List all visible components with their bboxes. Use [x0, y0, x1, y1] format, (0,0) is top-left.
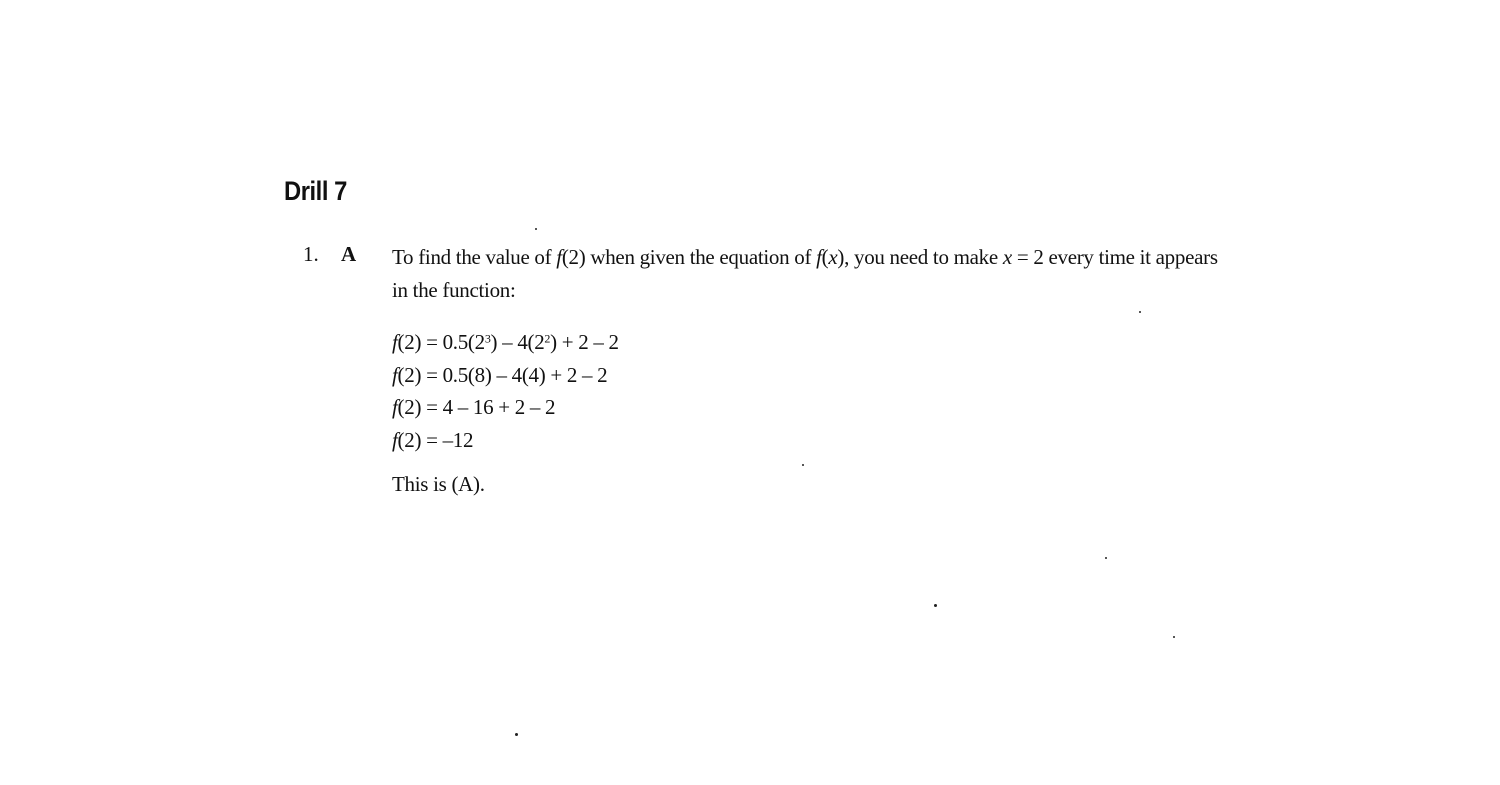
function-symbol: f — [816, 245, 822, 269]
scan-speck — [515, 733, 518, 736]
equation-line-2 — [392, 359, 619, 392]
explanation-line-2: in the function: — [392, 278, 516, 302]
drill-heading: Drill 7 — [284, 176, 347, 206]
text-run: ) — [837, 245, 845, 269]
scan-speck — [535, 228, 537, 230]
function-symbol: f — [392, 362, 398, 387]
text-run: (2) = 0.5(8) – 4(4) + 2 – 2 — [397, 362, 608, 387]
variable-symbol: x — [1002, 245, 1012, 269]
question-number: 1. — [303, 242, 319, 266]
function-symbol: f — [392, 427, 398, 452]
scan-speck — [934, 604, 937, 607]
explanation-paragraph — [392, 241, 1242, 307]
equation-block — [392, 326, 619, 456]
equation-line-4 — [392, 424, 619, 457]
text-run: ) – 4(2 — [490, 330, 545, 354]
variable-symbol: x — [828, 245, 838, 269]
scan-speck — [802, 464, 804, 466]
text-run: (2) = 4 – 16 + 2 – 2 — [397, 395, 556, 419]
exponent: 3 — [484, 331, 491, 346]
text-run: ( — [821, 245, 829, 269]
scan-speck — [1173, 636, 1175, 638]
text-run: To find the value of — [392, 245, 557, 269]
exponent: 2 — [544, 331, 551, 346]
text-run: (2) = 0.5(2 — [397, 330, 485, 354]
text-run: when given the equation of — [585, 245, 817, 269]
text-run: = 2 every time it appears — [1011, 245, 1218, 269]
equation-line-1 — [392, 326, 619, 359]
scan-speck — [1105, 557, 1107, 559]
conclusion-text: This is (A). — [392, 472, 485, 496]
function-symbol: f — [556, 245, 562, 269]
function-symbol: f — [392, 395, 398, 419]
text-run: , you need to make — [844, 245, 1003, 269]
text-run: (2) — [561, 245, 586, 269]
explanation-line-1 — [392, 241, 1242, 274]
scan-speck — [1139, 311, 1141, 313]
text-run: ) + 2 – 2 — [550, 330, 619, 354]
answer-letter: A — [341, 242, 357, 266]
function-symbol: f — [392, 330, 398, 354]
equation-line-3 — [392, 391, 619, 424]
text-run: (2) = –12 — [397, 427, 474, 452]
